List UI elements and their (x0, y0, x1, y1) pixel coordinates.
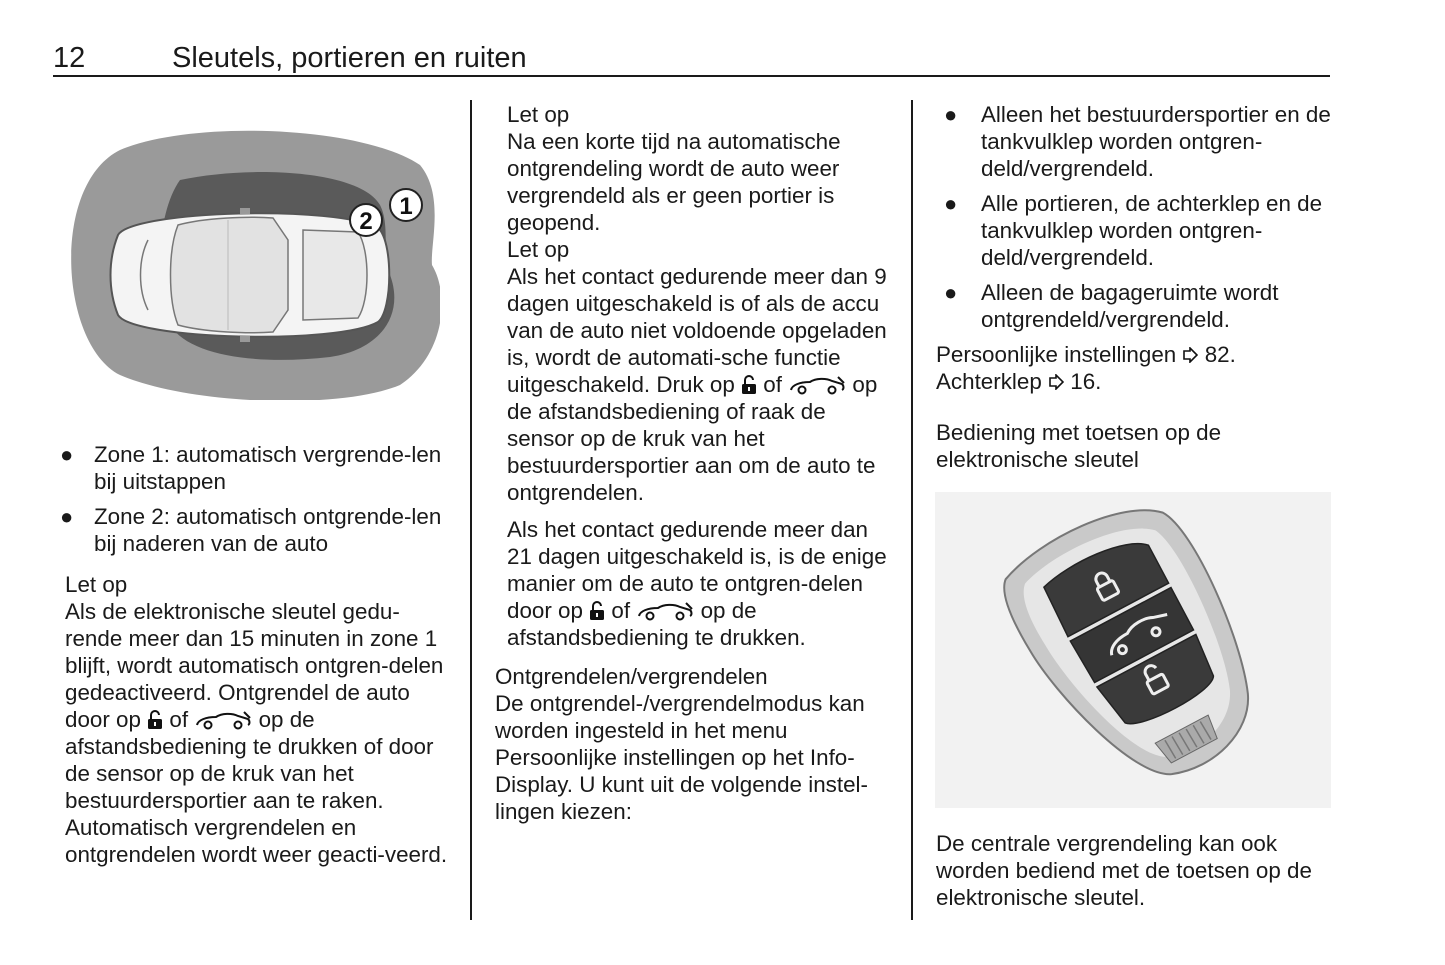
section-heading: Ontgrendelen/vergrendelen (495, 664, 768, 689)
zone-1-marker: 1 (399, 193, 413, 220)
note-label: Let op (507, 102, 570, 127)
column-divider-2 (911, 100, 913, 920)
bullet-icon: ● (944, 280, 958, 305)
cross-reference[interactable]: Persoonlijke instellingen 82. (936, 342, 1236, 367)
page-title: Sleutels, portieren en ruiten (172, 42, 527, 74)
note-label: Let op (65, 572, 128, 597)
column-2 (495, 101, 893, 825)
car-open-icon (788, 375, 846, 395)
list-item: ● Zone 1: automatisch vergrende-len bij uitstappen (60, 442, 442, 494)
car-open-icon (194, 710, 252, 730)
unlock-icon (147, 710, 163, 730)
note-text: Als het contact gedurende meer dan 21 dagen uitgeschakeld is, is de enige manier om de auto te ontgren-delen door op of op de afstandsbediening te drukken. (507, 517, 887, 650)
list-item: ● Alleen de bagageruimte wordt ontgrendeld/vergrendeld. (944, 280, 1279, 332)
section-text: De ontgrendel-/vergrendelmodus kan worden ingesteld in het menu Persoonlijke instellingen op het Info-Display. U kunt uit de volgende instel-lingen kiezen: (495, 691, 868, 824)
column-1 (60, 441, 455, 868)
car-top-view-icon (111, 208, 390, 342)
note-text: Als de elektronische sleutel gedu-rende meer dan 15 minuten in zone 1 blijft, wordt automatisch ontgren-delen gedeactiveerd. Ontgrendel de auto door op of op de afstandsbediening te drukken of door de sensor op de kruk van het bestuurdersportier aan te raken. Automatisch vergrendelen en ontgrendelen wordt weer geacti-veerd. (65, 599, 448, 867)
unlock-icon (589, 601, 605, 621)
page-reference-arrow-icon (1182, 347, 1198, 363)
zones-illustration (60, 125, 440, 400)
page-reference-arrow-icon (1048, 374, 1064, 390)
cross-reference[interactable]: Achterklep 16. (936, 369, 1102, 394)
figure-caption: De centrale vergrendeling kan ook worden bediend met de toetsen op de elektronische sleutel. (936, 831, 1312, 910)
note-text: Na een korte tijd na automatische ontgrendeling wordt de auto weer vergrendeld als er geen portier is geopend. (507, 129, 841, 235)
bullet-icon: ● (60, 504, 74, 529)
page-number: 12 (53, 42, 86, 74)
list-item: ● Alle portieren, de achterklep en de tankvulklep worden ontgren-deld/vergrendeld. (944, 191, 1323, 270)
figure-caption-block (936, 830, 1336, 911)
column-3 (936, 101, 1336, 473)
list-item: ● Alleen het bestuurdersportier en de tankvulklep worden ontgren-deld/vergrendeld. (944, 102, 1331, 181)
note-text: Als het contact gedurende meer dan 9 dagen uitgeschakeld is of als de accu van de auto niet voldoende opgeladen is, wordt de automati-sche functie uitgeschakeld. Druk op of op de afstandsbediening of raak de sensor op de kruk van het bestuurdersportier aan om de auto te ontgrendelen. (507, 264, 887, 505)
column-divider-1 (470, 100, 472, 920)
key-fob-illustration (935, 492, 1331, 808)
header-rule (53, 75, 1330, 77)
bullet-icon: ● (60, 442, 74, 467)
list-item: ● Zone 2: automatisch ontgrende-len bij naderen van de auto (60, 504, 442, 556)
section-heading: Bediening met toetsen op de elektronische sleutel (936, 420, 1222, 472)
zone-2-marker: 2 (359, 208, 373, 235)
bullet-icon: ● (944, 191, 958, 216)
car-open-icon (636, 601, 694, 621)
bullet-icon: ● (944, 102, 958, 127)
note-label: Let op (507, 237, 570, 262)
unlock-icon (741, 375, 757, 395)
